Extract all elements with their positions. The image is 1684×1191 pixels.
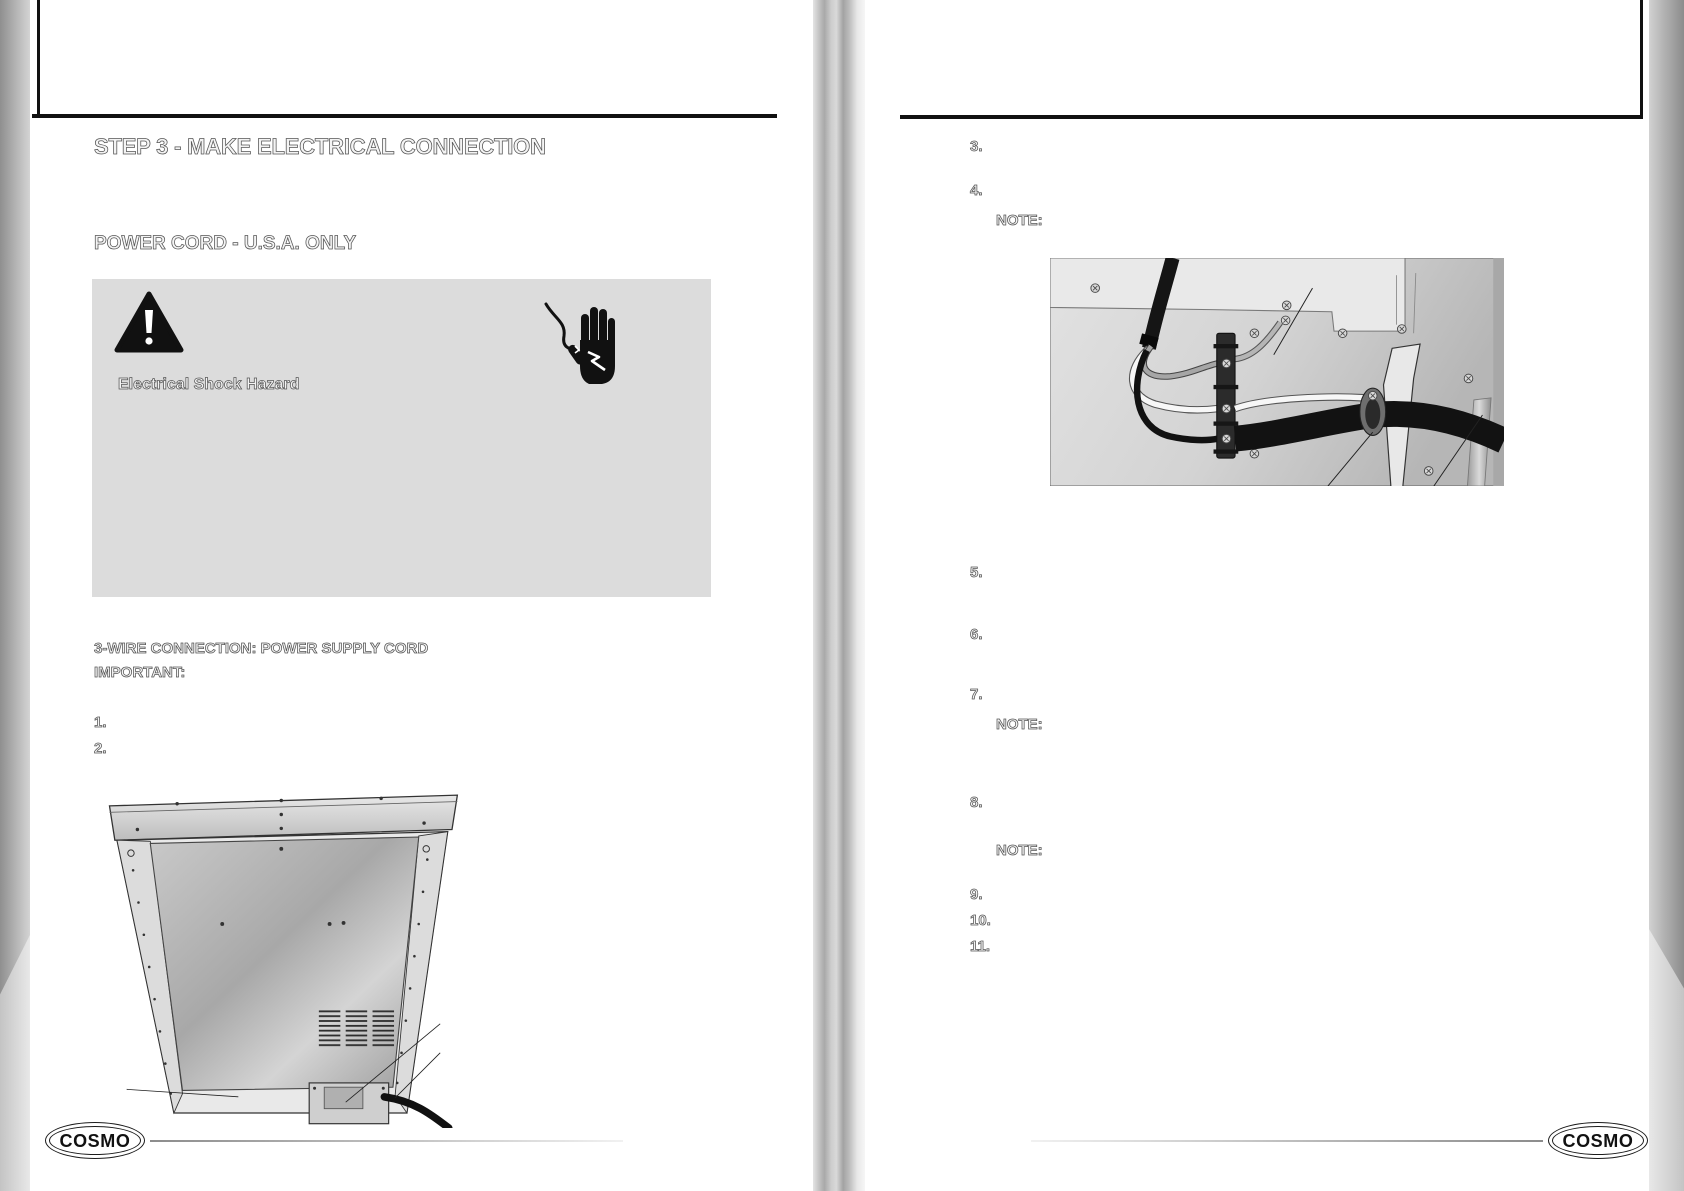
book-spine [813, 0, 865, 1191]
note-label: NOTE: [996, 716, 1043, 733]
step-number: 5. [970, 564, 983, 581]
step-number: 2. [94, 740, 107, 757]
note-label: NOTE: [996, 842, 1043, 859]
cosmo-logo [1548, 1122, 1648, 1159]
logo-text: COSMO [59, 1130, 131, 1151]
left-page-edge-shade [0, 0, 30, 1191]
page-title: STEP 3 - MAKE ELECTRICAL CONNECTION [94, 134, 546, 159]
grommet [1360, 388, 1386, 435]
hazard-label: Electrical Shock Hazard [118, 376, 300, 393]
logo-ring [1552, 1126, 1644, 1155]
right-page-edge [1649, 0, 1684, 1191]
terminal-block-photo [1050, 258, 1504, 486]
note-label: NOTE: [996, 212, 1043, 229]
step-number: 1. [94, 714, 107, 731]
footer-rule [1031, 1140, 1543, 1142]
cosmo-logo [45, 1122, 145, 1159]
warning-box [92, 279, 711, 597]
warning-triangle-icon [113, 290, 185, 354]
left-header-horizontal-rule [32, 114, 777, 118]
section-subtitle: POWER CORD - U.S.A. ONLY [94, 233, 357, 254]
left-header-vertical-rule [37, 0, 40, 117]
vent-grille [319, 1010, 394, 1049]
connection-heading: 3-WIRE CONNECTION: POWER SUPPLY CORD [94, 640, 429, 657]
step-number: 6. [970, 626, 983, 643]
step-number: 11. [970, 938, 991, 955]
right-page-edge-shade [1649, 0, 1684, 1191]
step-number: 9. [970, 886, 983, 903]
range-back-panel [117, 832, 448, 1113]
step-number: 10. [970, 912, 991, 929]
step-number: 8. [970, 794, 983, 811]
range-rear-illustration [107, 793, 462, 1128]
terminal-block [1214, 333, 1239, 458]
logo-ring [49, 1126, 141, 1155]
step-number: 7. [970, 686, 983, 703]
important-label: IMPORTANT: [94, 664, 186, 681]
terminal-block-cover [309, 1083, 388, 1124]
right-header-vertical-rule [1640, 0, 1643, 119]
footer-rule [150, 1140, 623, 1142]
step-number: 3. [970, 138, 983, 155]
logo-text: COSMO [1562, 1130, 1634, 1151]
electric-shock-hand-icon [542, 300, 624, 388]
right-header-horizontal-rule [900, 115, 1643, 119]
left-page-edge [0, 0, 30, 1191]
step-number: 4. [970, 182, 983, 199]
